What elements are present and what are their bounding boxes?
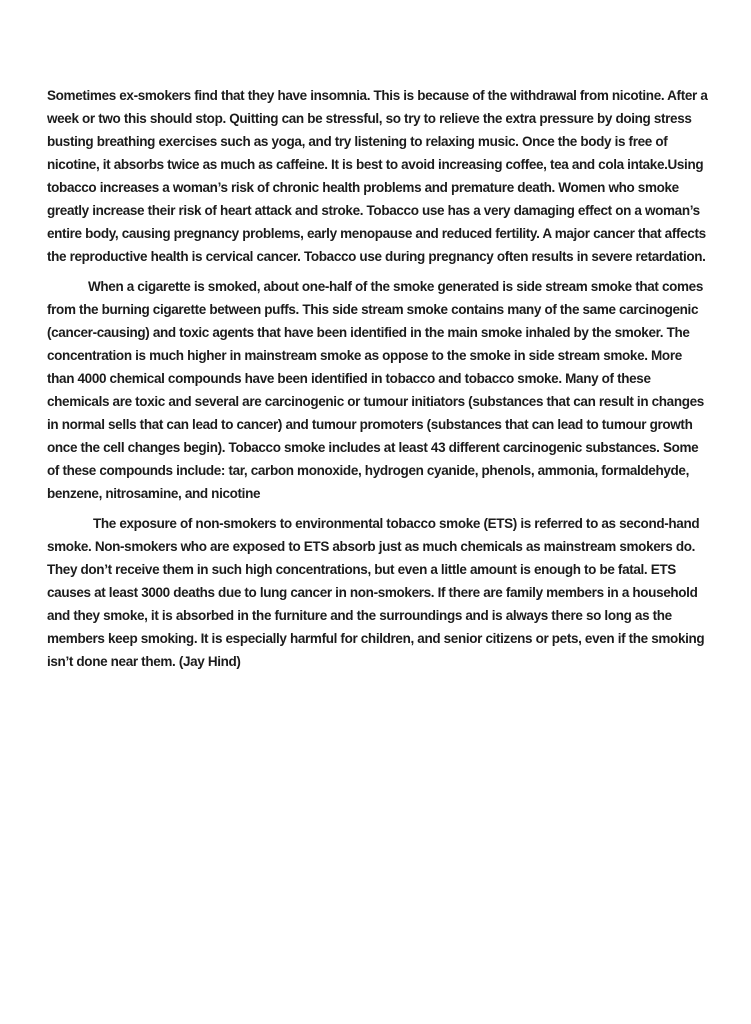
document-body-text <box>47 84 711 673</box>
paragraph: Sometimes ex-smokers find that they have insomnia. This is because of the withdrawal from nicotine. After a week or two this should stop. Quitting can be stressful, so try to relieve the extra pressure by doing stress busting breathing exercises such as yoga, and try listening to relaxing music. Once the body is free of nicotine, it absorbs twice as much as caffeine. It is best to avoid increasing coffee, tea and cola intake.Using tobacco increases a woman’s risk of chronic health problems and premature death. Women who smoke greatly increase their risk of heart attack and stroke. Tobacco use has a very damaging effect on a woman’s entire body, causing pregnancy problems, early menopause and reduced fertility. A major cancer that affects the reproductive health is cervical cancer. Tobacco use during pregnancy often results in severe retardation. <box>47 88 708 264</box>
paragraph: When a cigarette is smoked, about one-half of the smoke generated is side stream smoke that comes from the burning cigarette between puffs. This side stream smoke contains many of the same carcinogenic (cancer-causing) and toxic agents that have been identified in the main smoke inhaled by the smoker. The concentration is much higher in mainstream smoke as oppose to the smoke in side stream smoke. More than 4000 chemical compounds have been identified in tobacco and tobacco smoke. Many of these chemicals are toxic and several are carcinogenic or tumour initiators (substances that can result in changes in normal sells that can lead to cancer) and tumour promoters (substances that can lead to tumour growth once the cell changes begin). Tobacco smoke includes at least 43 different carcinogenic substances. Some of these compounds include: tar, carbon monoxide, hydrogen cyanide, phenols, ammonia, formaldehyde, benzene, nitrosamine, and nicotine <box>47 279 704 501</box>
paragraph: The exposure of non-smokers to environmental tobacco smoke (ETS) is referred to as second-hand smoke. Non-smokers who are exposed to ETS absorb just as much chemicals as mainstream smokers do. They don’t receive them in such high concentrations, but even a little amount is enough to be fatal. ETS causes at least 3000 deaths due to lung cancer in non-smokers. If there are family members in a household and they smoke, it is absorbed in the furniture and the surroundings and is always there so long as the members keep smoking. It is especially harmful for children, and senior citizens or pets, even if the smoking isn’t done near them. (Jay Hind) <box>47 516 705 669</box>
